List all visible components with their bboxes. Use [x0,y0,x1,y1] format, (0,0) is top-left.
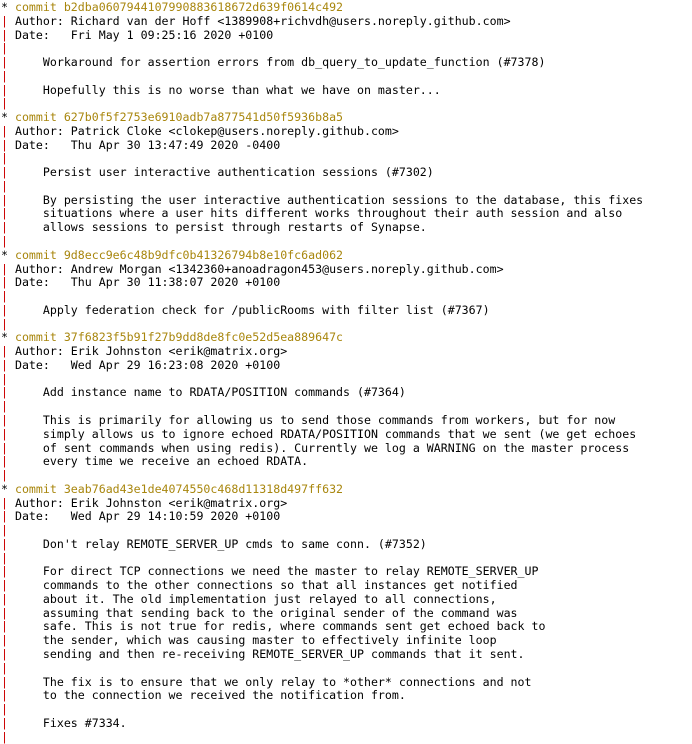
commit-message-line [1,207,692,221]
graph-branch-icon: | [1,523,8,538]
commit-message-text: Persist user interactive authentication sessions (#7302) [7,165,434,180]
commit-hash-text: commit 627b0f5f2753e6910adb7a877541d50f5936b8a5 [7,110,344,125]
commit-message-text: situations where a user hits different works throughout their auth session and also [7,206,623,221]
graph-branch-icon: | [1,82,8,97]
commit-message-line [1,634,692,648]
graph-branch-icon: | [1,206,8,221]
commit-message-line [1,428,692,442]
commit-message-line [1,56,692,70]
commit-message-line [1,676,692,690]
graph-branch-icon: | [1,646,8,661]
graph-spacer-line [1,235,692,249]
commit-message-line [1,414,692,428]
graph-branch-icon: | [1,123,8,138]
commit-author-text: Author: Richard van der Hoff <1389908+richvdh@users.noreply.github.com> [7,13,511,28]
commit-message-text: The fix is to ensure that we only relay to *other* connections and not [7,674,532,689]
commit-hash-text: commit b2dba0607944107990883618672d639f0614c492 [7,0,344,14]
commit-message-text: allows sessions to persist through restarts of Synapse. [7,220,427,235]
commit-message-line [1,194,692,208]
graph-spacer-line [1,469,692,483]
commit-message-text: to the connection we received the notification from. [7,688,406,703]
graph-branch-icon: | [1,495,8,510]
commit-date-text: Date: Thu Apr 30 13:47:49 2020 -0400 [7,137,281,152]
commit-author-text: Author: Andrew Morgan <1342360+anoadragon453@users.noreply.github.com> [7,261,504,276]
graph-branch-icon: | [1,591,8,606]
commit-author-text: Author: Erik Johnston <erik@matrix.org> [7,344,288,359]
graph-branch-icon: | [1,220,8,235]
commit-message-line [1,386,692,400]
graph-branch-icon: | [1,55,8,70]
graph-spacer-line [1,318,692,332]
commit-message-line [1,648,692,662]
commit-message-line [1,538,692,552]
commit-date-text: Date: Fri May 1 09:25:16 2020 +0100 [7,27,274,42]
graph-spacer-line [1,180,692,194]
commit-message-text: Hopefully this is no worse than what we have on master... [7,82,441,97]
graph-branch-icon: | [1,96,8,111]
graph-commit-marker-icon: * [1,330,8,345]
commit-message-text: Add instance name to RDATA/POSITION commands (#7364) [7,385,406,400]
graph-branch-icon: | [1,578,8,593]
graph-branch-icon: | [1,27,8,42]
graph-branch-icon: | [1,41,8,56]
graph-commit-marker-icon: * [1,0,8,14]
commit-hash-text: commit 37f6823f5b91f27b9dd8de8fc0e52d5ea889647c [7,330,344,345]
commit-message-text: of sent commands when using redis). Currently we log a WARNING on the master process [7,440,630,455]
commit-message-line [1,221,692,235]
graph-branch-icon: | [1,550,8,565]
graph-branch-icon: | [1,674,8,689]
commit-date-line [1,29,692,43]
commit-hash-text: commit 9d8ecc9e6c48b9dfc0b41326794b8e10fc6ad062 [7,247,344,262]
commit-message-text: Workaround for assertion errors from db_query_to_update_function (#7378) [7,55,546,70]
commit-header-line [1,1,692,15]
graph-branch-icon: | [1,137,8,152]
commit-message-text: Don't relay REMOTE_SERVER_UP cmds to same conn. (#7352) [7,536,427,551]
graph-branch-icon: | [1,192,8,207]
graph-branch-icon: | [1,385,8,400]
graph-branch-icon: | [1,633,8,648]
commit-message-line [1,304,692,318]
commit-date-line [1,510,692,524]
graph-branch-icon: | [1,468,8,483]
graph-branch-icon: | [1,275,8,290]
commit-message-text: assuming that sending back to the original sender of the command was [7,605,518,620]
commit-message-text: every time we receive an echoed RDATA. [7,454,309,469]
commit-message-text: about it. The old implementation just relayed to all connections, [7,591,497,606]
graph-spacer-line [1,373,692,387]
commit-message-text: the sender, which was causing master to effectively infinite loop [7,633,497,648]
graph-branch-icon: | [1,302,8,317]
commit-message-line [1,689,692,703]
commit-message-text: sending and then re-receiving REMOTE_SERVER_UP commands that it sent. [7,646,525,661]
commit-author-line [1,125,692,139]
graph-branch-icon: | [1,13,8,28]
graph-spacer-line [1,731,692,744]
commit-header-line [1,331,692,345]
graph-branch-icon: | [1,509,8,524]
commit-date-text: Date: Wed Apr 29 16:23:08 2020 +0100 [7,357,281,372]
graph-spacer-line [1,152,692,166]
graph-branch-icon: | [1,234,8,249]
graph-spacer-line [1,400,692,414]
commit-message-text: safe. This is not true for redis, where commands sent get echoed back to [7,619,546,634]
commit-author-line [1,15,692,29]
commit-message-text: For direct TCP connections we need the master to relay REMOTE_SERVER_UP [7,564,539,579]
graph-branch-icon: | [1,715,8,730]
commit-message-text: Apply federation check for /publicRooms with filter list (#7367) [7,302,490,317]
graph-spacer-line [1,97,692,111]
commit-message-text: simply allows us to ignore echoed RDATA/POSITION commands that we sent (we get echoes [7,426,637,441]
graph-branch-icon: | [1,151,8,166]
graph-branch-icon: | [1,702,8,717]
commit-date-text: Date: Wed Apr 29 14:10:59 2020 +0100 [7,509,281,524]
commit-message-line [1,84,692,98]
graph-commit-marker-icon: * [1,247,8,262]
commit-author-line [1,263,692,277]
graph-branch-icon: | [1,165,8,180]
commit-header-line [1,249,692,263]
graph-spacer-line [1,290,692,304]
commit-author-text: Author: Erik Johnston <erik@matrix.org> [7,495,288,510]
graph-branch-icon: | [1,605,8,620]
graph-branch-icon: | [1,454,8,469]
graph-branch-icon: | [1,316,8,331]
commit-message-line [1,620,692,634]
graph-branch-icon: | [1,399,8,414]
commit-date-line [1,359,692,373]
commit-message-text: This is primarily for allowing us to send those commands from workers, but for now [7,412,616,427]
commit-message-line [1,607,692,621]
graph-branch-icon: | [1,660,8,675]
commit-message-line [1,717,692,731]
graph-branch-icon: | [1,536,8,551]
commit-author-line [1,345,692,359]
graph-spacer-line [1,70,692,84]
commit-message-line [1,455,692,469]
commit-message-line [1,565,692,579]
commit-message-text: By persisting the user interactive authentication sessions to the database, this fixes [7,192,644,207]
graph-commit-marker-icon: * [1,110,8,125]
graph-branch-icon: | [1,729,8,744]
graph-branch-icon: | [1,357,8,372]
graph-branch-icon: | [1,289,8,304]
graph-branch-icon: | [1,344,8,359]
commit-author-text: Author: Patrick Cloke <clokep@users.noreply.github.com> [7,123,399,138]
graph-spacer-line [1,703,692,717]
commit-hash-text: commit 3eab76ad43e1de4074550c468d11318d497ff632 [7,481,344,496]
graph-branch-icon: | [1,412,8,427]
graph-branch-icon: | [1,371,8,386]
graph-spacer-line [1,524,692,538]
graph-branch-icon: | [1,564,8,579]
commit-message-line [1,442,692,456]
graph-branch-icon: | [1,178,8,193]
graph-branch-icon: | [1,619,8,634]
graph-branch-icon: | [1,426,8,441]
graph-commit-marker-icon: * [1,481,8,496]
graph-branch-icon: | [1,440,8,455]
commit-message-line [1,593,692,607]
commit-message-text: Fixes #7334. [7,715,127,730]
commit-message-line [1,166,692,180]
commit-date-line [1,276,692,290]
graph-branch-icon: | [1,688,8,703]
graph-branch-icon: | [1,68,8,83]
commit-header-line [1,111,692,125]
graph-spacer-line [1,552,692,566]
commit-header-line [1,483,692,497]
graph-branch-icon: | [1,261,8,276]
commit-message-line [1,579,692,593]
commit-author-line [1,497,692,511]
commit-message-text: commands to the other connections so that all instances get notified [7,578,518,593]
commit-date-text: Date: Thu Apr 30 11:38:07 2020 +0100 [7,275,281,290]
graph-spacer-line [1,662,692,676]
graph-spacer-line [1,42,692,56]
commit-date-line [1,139,692,153]
